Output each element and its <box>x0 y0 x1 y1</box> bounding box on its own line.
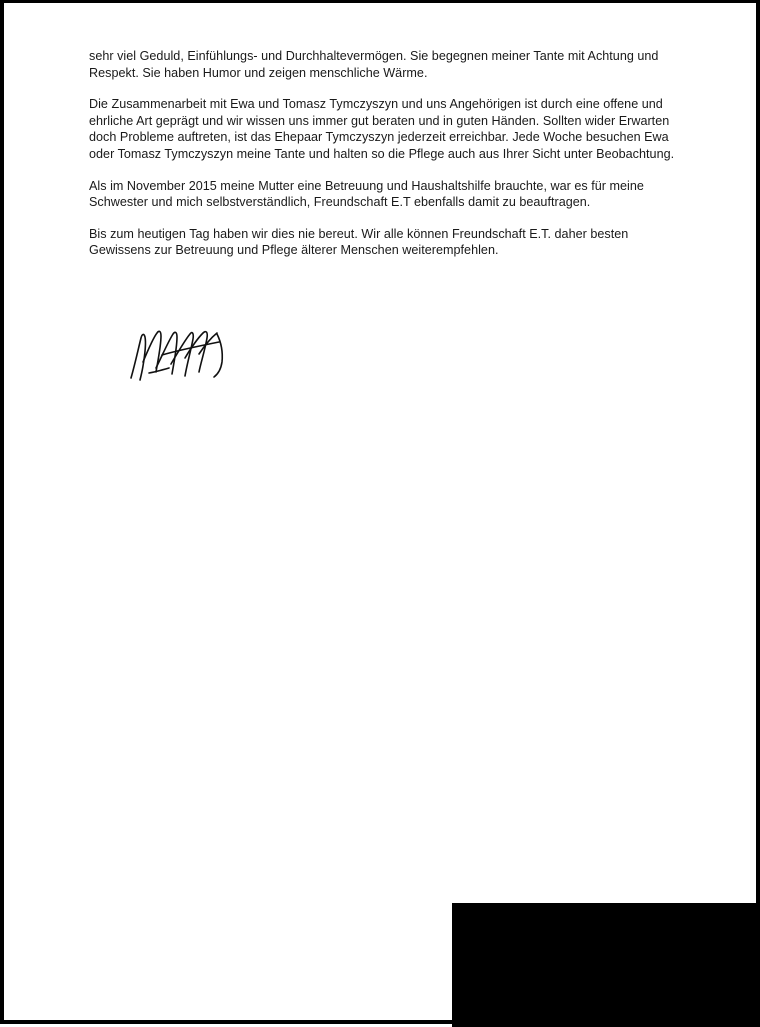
paragraph-4: Bis zum heutigen Tag haben wir dies nie bereut. Wir alle können Freundschaft E.T. daher besten Gewissens zur Betreuung und Pflege älterer Menschen weiterempfehlen. <box>89 226 629 258</box>
scan-border-right <box>756 0 760 1024</box>
letter-body <box>89 48 679 259</box>
paragraph-1: sehr viel Geduld, Einfühlungs- und Durchhaltevermögen. Sie begegnen meiner Tante mit Achtung und Respekt. Sie haben Humor und zeigen menschliche Wärme. <box>89 49 659 80</box>
scan-artifact-block <box>452 903 760 1027</box>
paragraph-3: Als im November 2015 meine Mutter eine Betreuung und Haushaltshilfe brauchte, war es für meine Schwester und mich selbstverständlich, Freundschaft E.T ebenfalls damit zu beauftragen. <box>89 178 644 210</box>
paragraph-2: Die Zusammenarbeit mit Ewa und Tomasz Tymczyszyn und uns Angehörigen ist durch eine offene und ehrliche Art geprägt und wir wissen uns immer gut beraten und in guten Händen. Sollten wider Erwarten doch Probleme auftreten, ist das Ehepaar Tymczyszyn jederzeit erreichbar. Jede Woche besuchen Ewa oder Tomasz Tymczyszyn meine Tante und halten so die Pflege auch aus Ihrer Sicht unter Beobachtung. <box>89 97 675 161</box>
scanned-page <box>4 3 756 1020</box>
handwritten-signature <box>129 328 239 390</box>
